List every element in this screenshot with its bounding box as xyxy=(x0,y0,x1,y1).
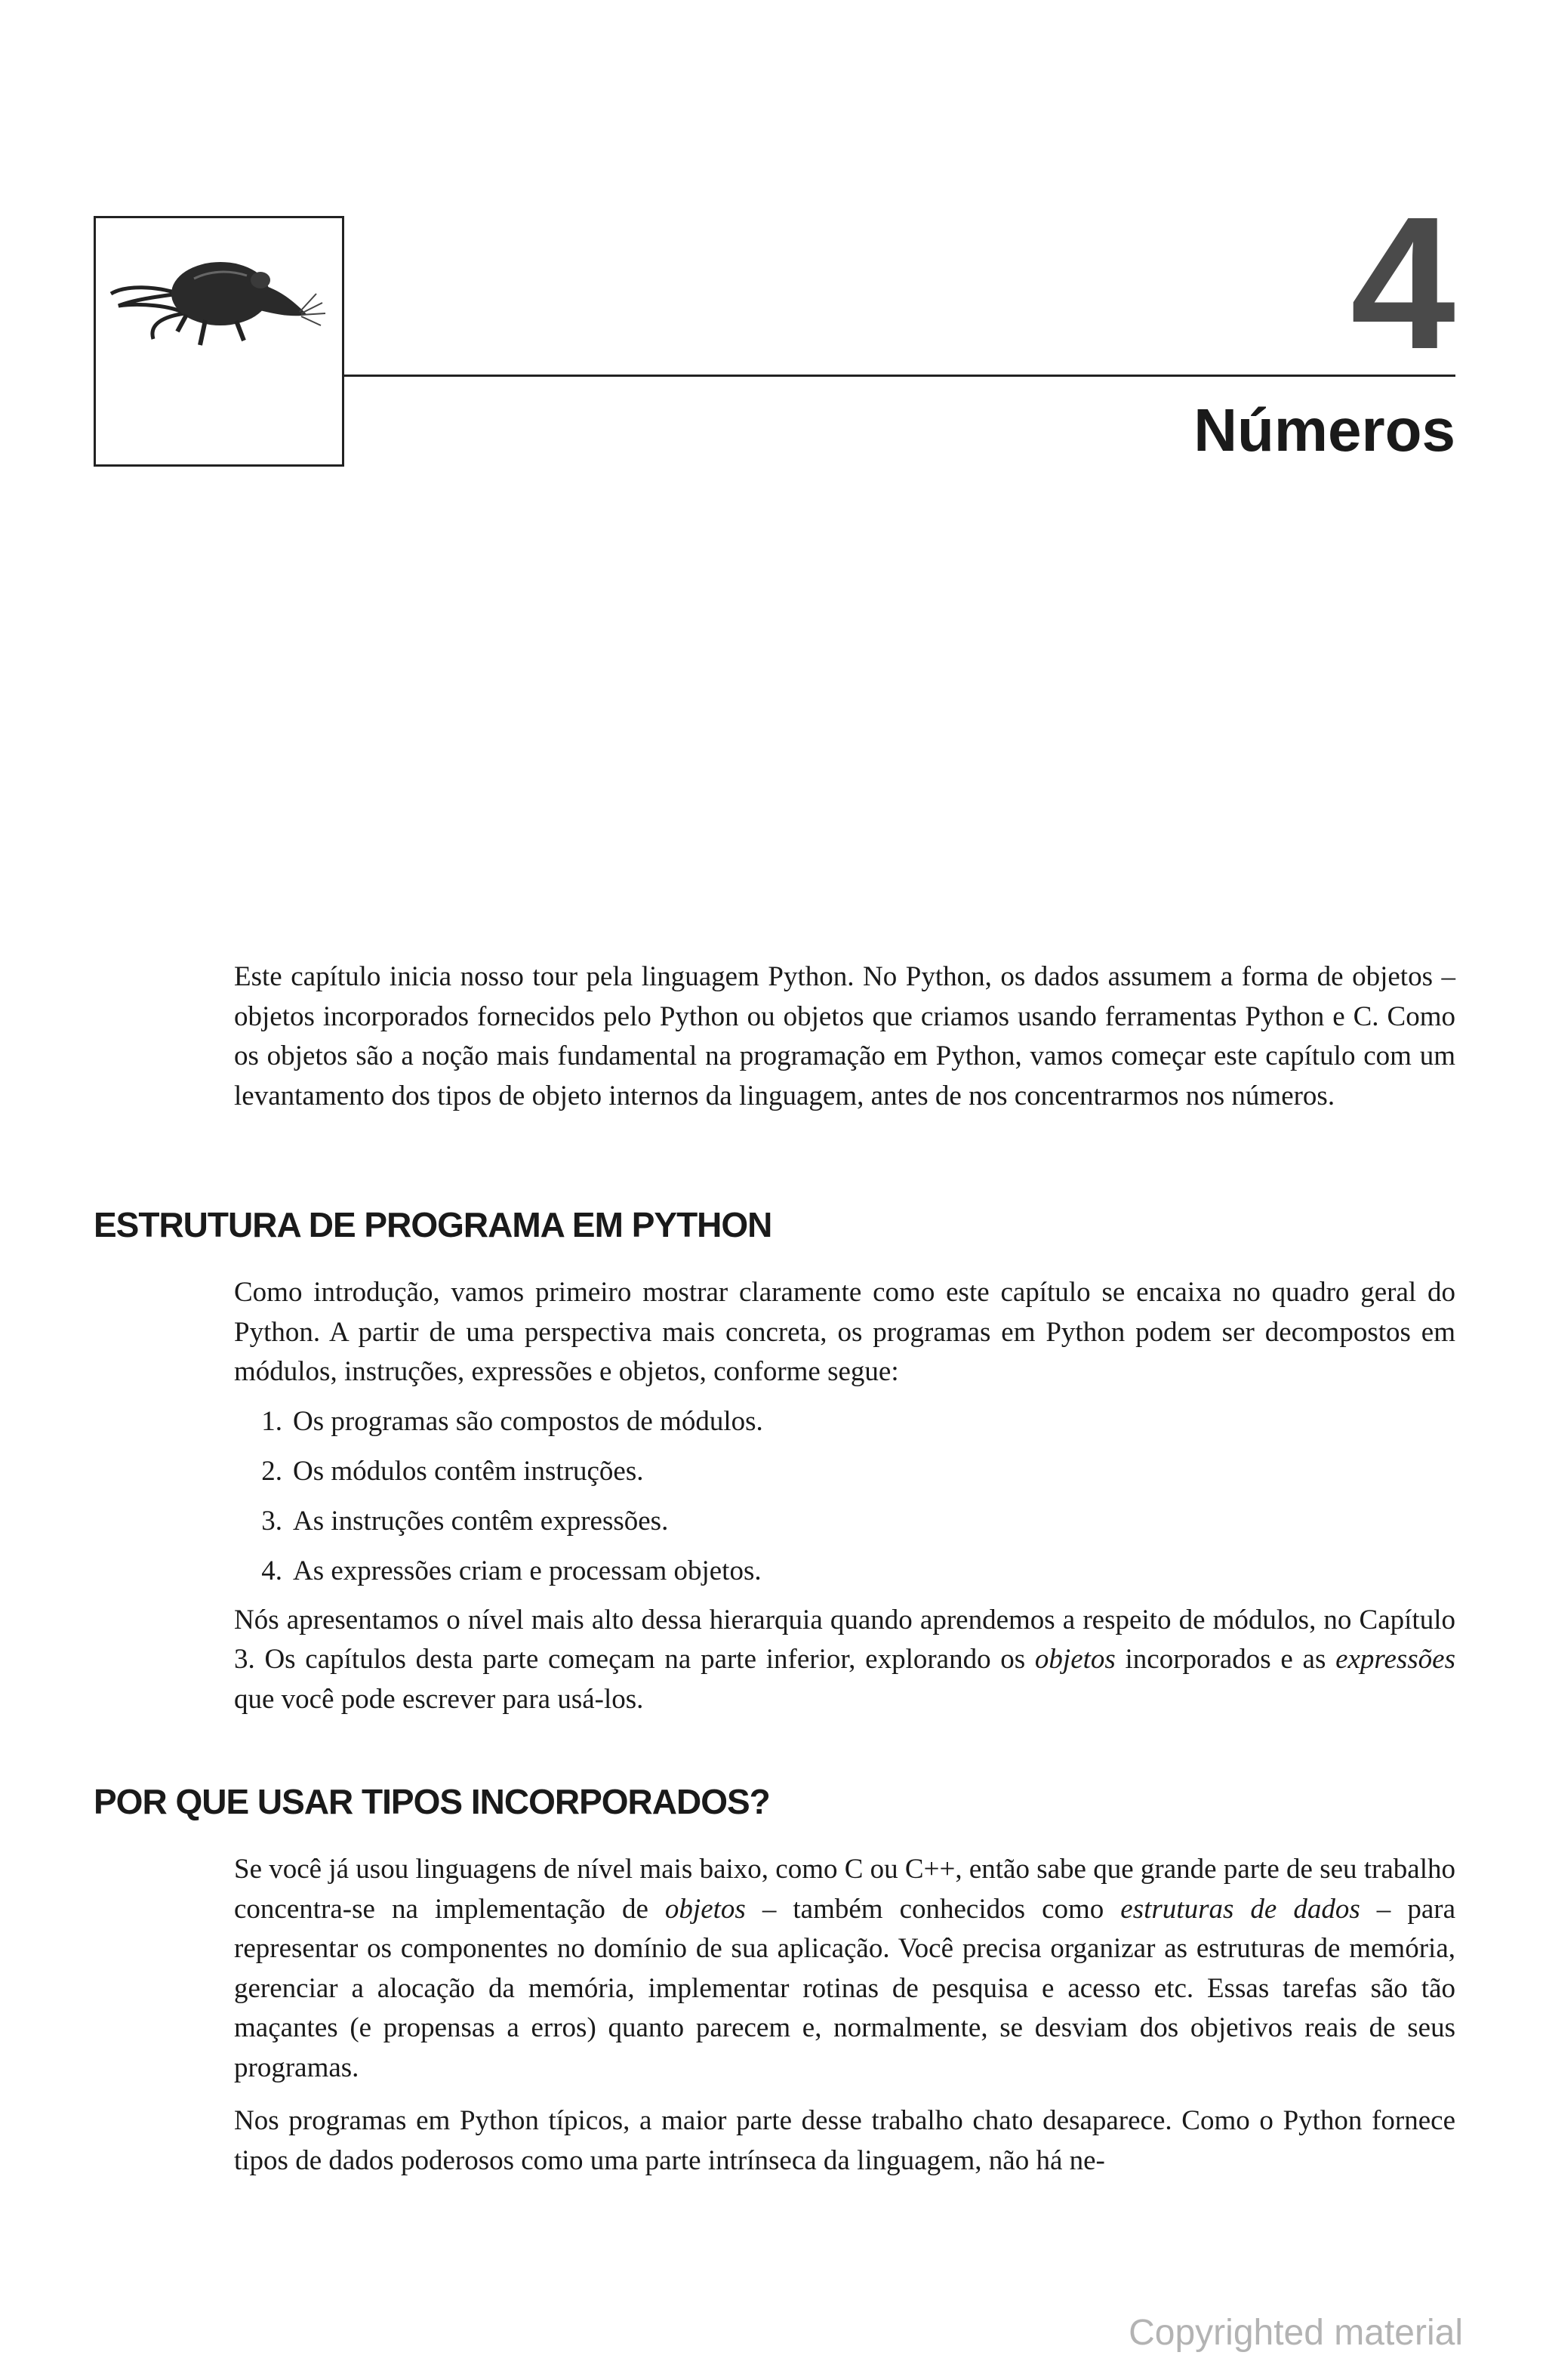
chapter-logo xyxy=(94,216,344,467)
chapter-title: Números xyxy=(1193,396,1455,464)
section2-paragraph-1: Se você já usou linguagens de nível mais baixo, como C ou C++, então sabe que grande parte de seu trabalho concentra-se na implementação de objetos – também conhecidos como estruturas de dados – para representar os componentes no domínio de sua aplicação. Você precisa organizar as estruturas de memória, gerenciar a alocação da memória, implementar rotinas de pesquisa e acesso etc. Essas tarefas são tão maçantes (e propensas a erros) quanto parecem e, normalmente, se desviam dos objetivos reais de seus programas. xyxy=(234,1854,1455,2083)
chapter-number: 4 xyxy=(1350,177,1455,388)
list-item: 3. As instruções contêm expressões. xyxy=(261,1505,669,1537)
section2-paragraph-2: Nos programas em Python típicos, a maior parte desse trabalho chato desaparece. Como o Python fornece tipos de dados poderosos como uma parte intrínseca da linguagem, não há ne- xyxy=(234,2105,1455,2176)
section-heading-tipos: POR QUE USAR TIPOS INCORPORADOS? xyxy=(94,1782,770,1821)
hierarchy-list xyxy=(234,1397,1455,1596)
rat-icon xyxy=(96,218,342,464)
list-item: 1. Os programas são compostos de módulos. xyxy=(261,1405,763,1437)
copyright-watermark: Copyrighted material xyxy=(1129,2313,1463,2353)
intro-paragraph: Este capítulo inicia nosso tour pela linguagem Python. No Python, os dados assumem a forma de objetos – objetos incorporados fornecidos pelo Python ou objetos que criamos usando ferramentas Python e C. Como os objetos são a noção mais fundamental na programação em Python, vamos começar este capítulo com um levantamento dos tipos de objeto internos da linguagem, antes de nos concentrarmos nos números. xyxy=(234,961,1455,1111)
chapter-rule xyxy=(344,375,1455,377)
section1-paragraph-1: Como introdução, vamos primeiro mostrar claramente como este capítulo se encaixa no quadro geral do Python. A partir de uma perspectiva mais concreta, os programas em Python podem ser decompostos em módulos, instruções, expressões e objetos, conforme segue: xyxy=(234,1277,1455,1387)
list-item: 4. As expressões criam e processam objetos. xyxy=(261,1555,762,1586)
intro-block xyxy=(234,957,1455,1116)
section2-block xyxy=(234,1850,1455,2181)
section1-block xyxy=(234,1273,1455,1719)
list-item: 2. Os módulos contêm instruções. xyxy=(261,1455,644,1487)
section1-paragraph-2: Nós apresentamos o nível mais alto dessa hierarquia quando aprendemos a respeito de módulos, no Capítulo 3. Os capítulos desta parte começam na parte inferior, explorando os objetos incorporados e as expressões que você pode escrever para usá-los. xyxy=(234,1604,1455,1715)
section-heading-estrutura: ESTRUTURA DE PROGRAMA EM PYTHON xyxy=(94,1205,772,1244)
